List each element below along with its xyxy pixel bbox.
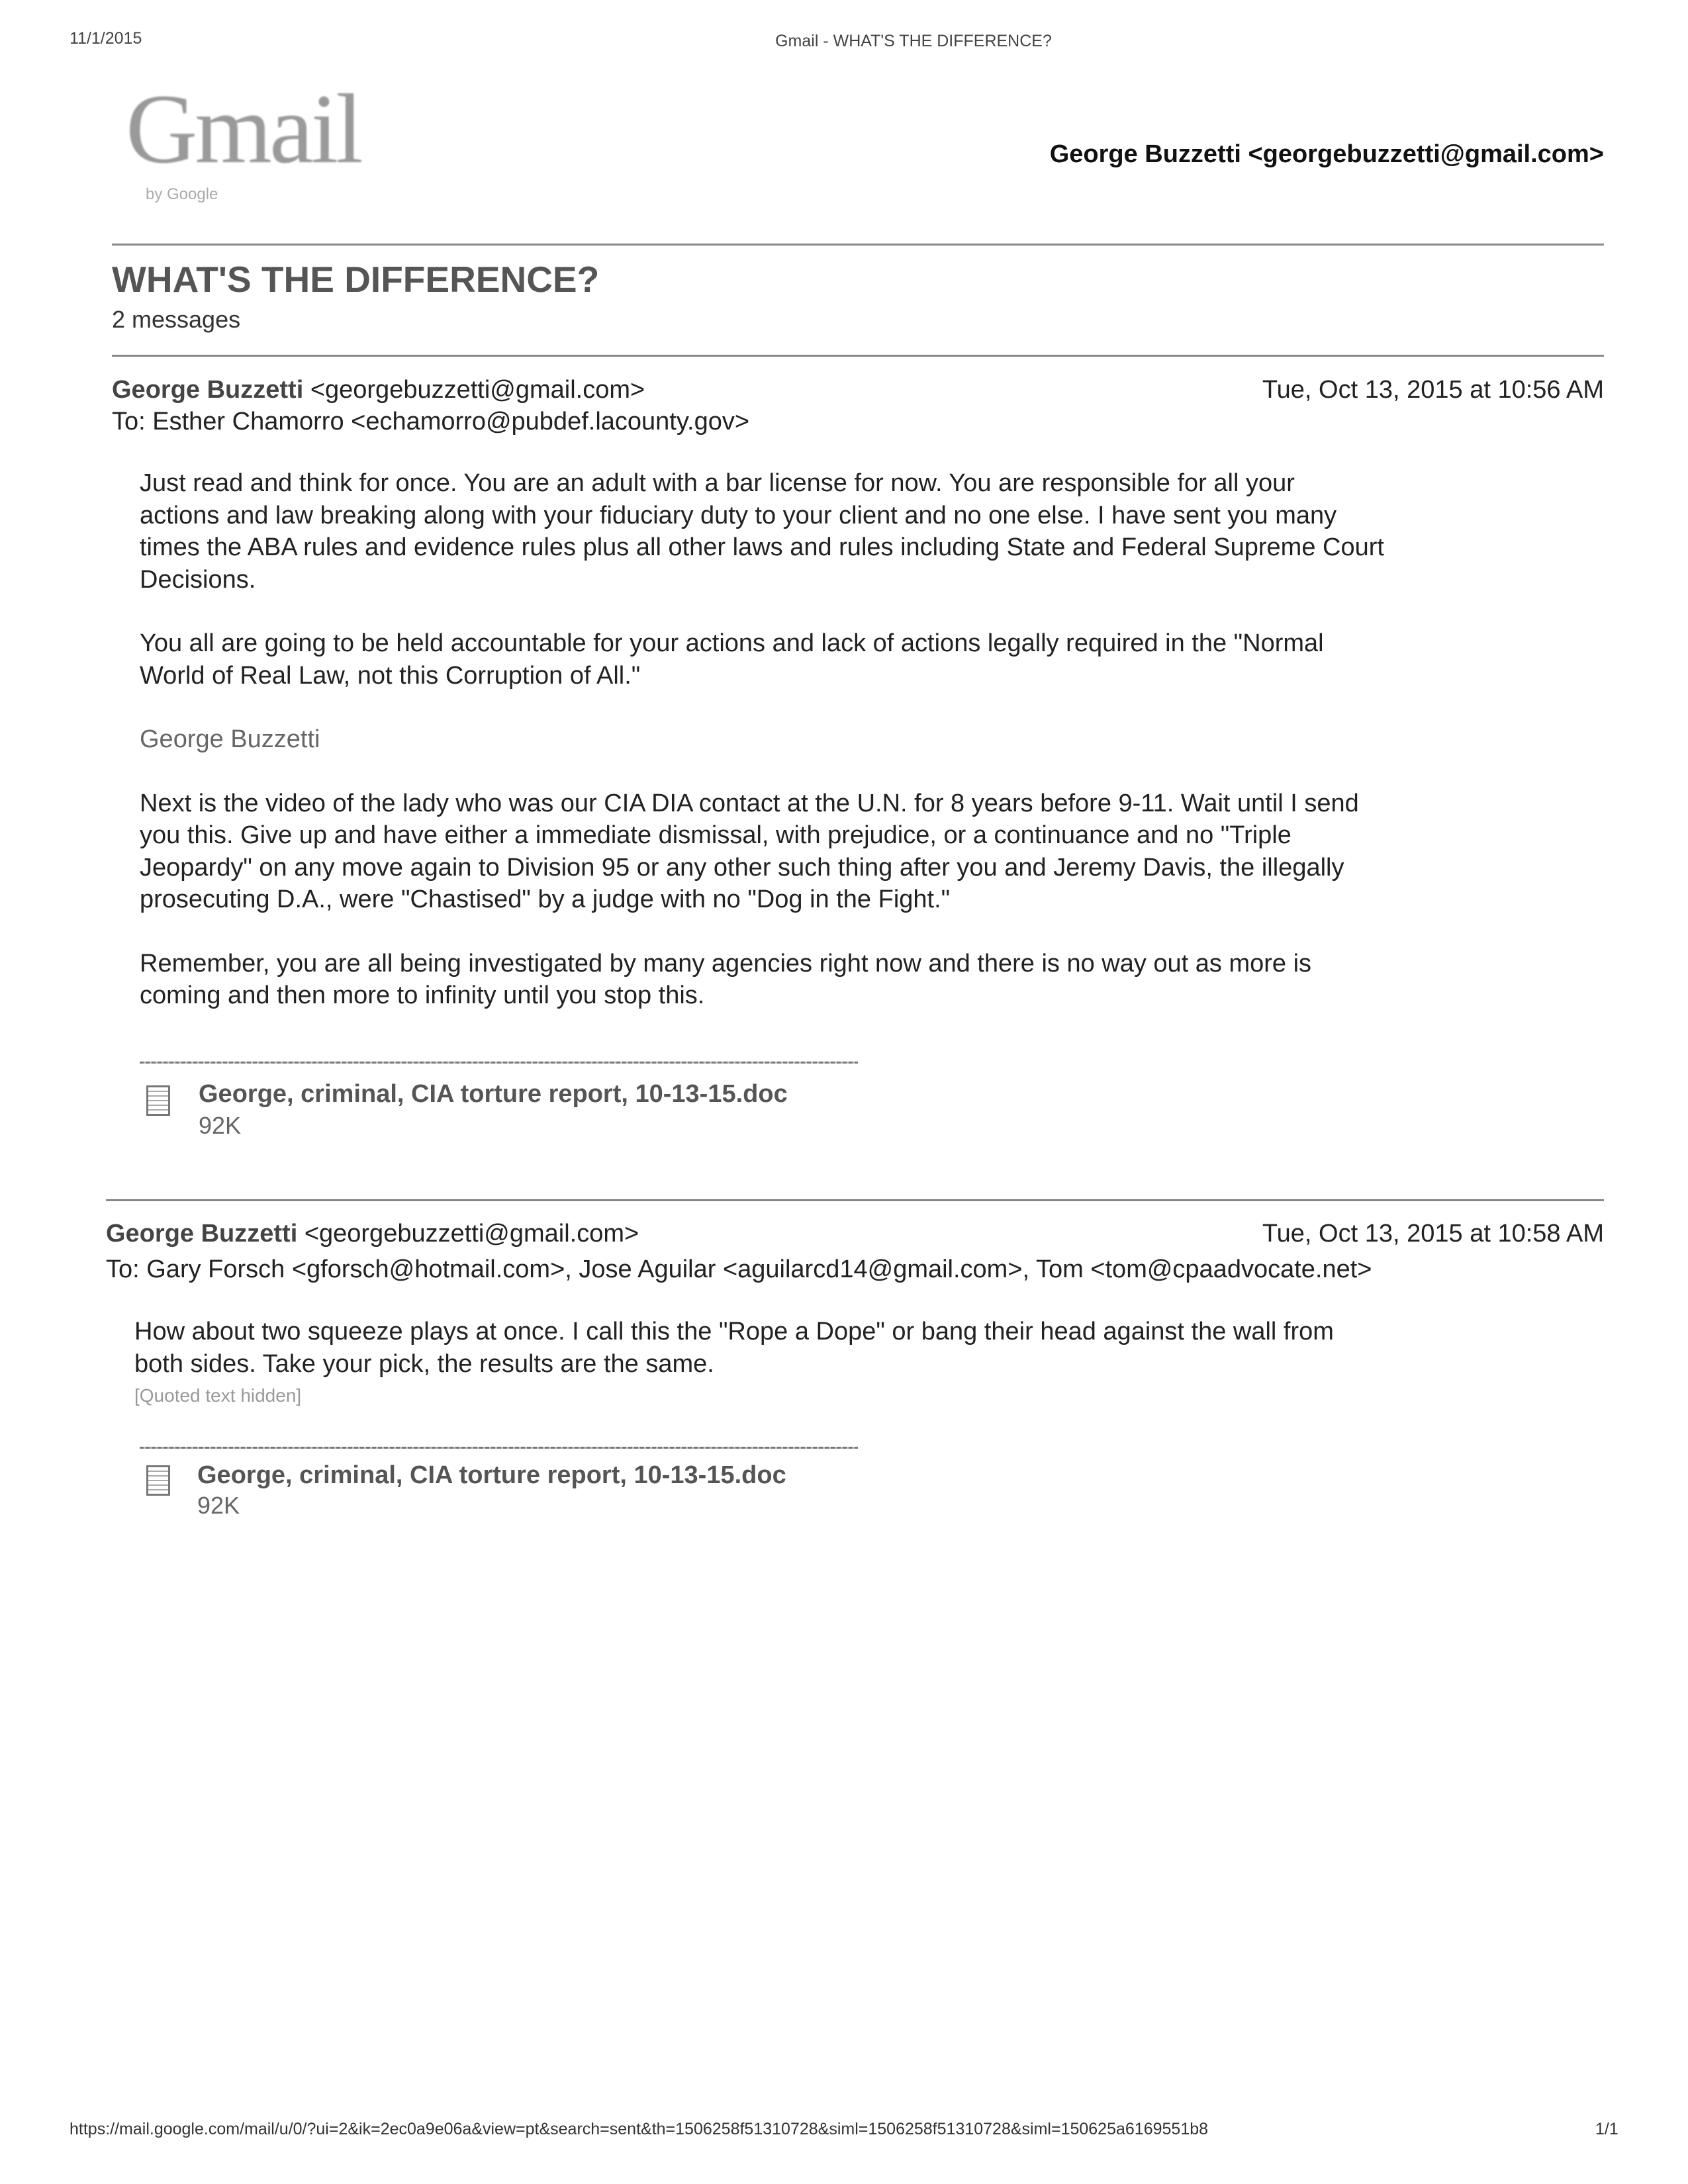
message-recipients: To: Esther Chamorro <echamorro@pubdef.lacounty.gov> bbox=[112, 408, 750, 435]
logo-text: Gmail bbox=[126, 74, 361, 184]
message-body bbox=[140, 467, 1384, 1044]
attachment-link[interactable]: George, criminal, CIA torture report, 10-13-15.doc bbox=[197, 1461, 786, 1489]
divider bbox=[112, 244, 1604, 246]
print-date: 11/1/2015 bbox=[70, 29, 142, 48]
message-sender bbox=[112, 376, 645, 404]
body-line: actions and law breaking along with your fiduciary duty to your client and no one else. I have sent you many bbox=[140, 501, 1337, 529]
paragraph bbox=[134, 1316, 1334, 1380]
logo-by-google: by Google bbox=[146, 185, 218, 203]
paragraph bbox=[140, 788, 1384, 916]
body-line: Decisions. bbox=[140, 565, 256, 594]
body-line: Next is the video of the lady who was our CIA DIA contact at the U.N. for 8 years before 9-11. Wait until I send bbox=[140, 789, 1359, 817]
print-title: Gmail - WHAT'S THE DIFFERENCE? bbox=[775, 32, 1052, 50]
paragraph bbox=[140, 627, 1384, 692]
paragraph bbox=[140, 467, 1384, 596]
message-date: Tue, Oct 13, 2015 at 10:56 AM bbox=[1262, 376, 1604, 404]
attachment-link[interactable]: George, criminal, CIA torture report, 10-13-15.doc bbox=[199, 1080, 788, 1108]
thread-subject: WHAT'S THE DIFFERENCE? bbox=[112, 259, 600, 300]
sender-name: George Buzzetti bbox=[112, 376, 304, 404]
quoted-text-toggle[interactable]: [Quoted text hidden] bbox=[134, 1385, 302, 1406]
sender-name: George Buzzetti bbox=[106, 1220, 298, 1248]
body-line: World of Real Law, not this Corruption of All." bbox=[140, 661, 641, 690]
body-line: prosecuting D.A., were "Chastised" by a judge with no "Dog in the Fight." bbox=[140, 886, 951, 913]
gmail-logo bbox=[126, 74, 404, 212]
divider bbox=[106, 1199, 1604, 1201]
body-line: George Buzzetti bbox=[140, 725, 320, 753]
body-line: How about two squeeze plays at once. I call this the "Rope a Dope" or bang their head against the wall from bbox=[134, 1318, 1334, 1345]
print-url: https://mail.google.com/mail/u/0/?ui=2&ik=2ec0a9e06a&view=pt&search=sent&th=1506258f51310728&siml=1506258f51310728&siml=150625a6169551b8 bbox=[70, 2120, 1209, 2138]
attachment-divider bbox=[140, 1447, 858, 1449]
body-line: times the ABA rules and evidence rules plus all other laws and rules including State and Federal Supreme Court bbox=[140, 533, 1384, 561]
page-number: 1/1 bbox=[1595, 2120, 1618, 2138]
message-sender bbox=[106, 1220, 639, 1248]
message-date: Tue, Oct 13, 2015 at 10:58 AM bbox=[1262, 1220, 1604, 1248]
attachment-size: 92K bbox=[199, 1112, 242, 1139]
message-count: 2 messages bbox=[112, 306, 241, 333]
body-line: Remember, you are all being investigated by many agencies right now and there is no way out as more is bbox=[140, 949, 1312, 978]
sender-email: <georgebuzzetti@gmail.com> bbox=[304, 1220, 639, 1248]
divider bbox=[112, 355, 1604, 357]
document-icon bbox=[146, 1465, 170, 1496]
body-line: both sides. Take your pick, the results are the same. bbox=[134, 1349, 714, 1378]
message-body bbox=[134, 1316, 1334, 1412]
body-line: You all are going to be held accountable for your actions and lack of actions legally required in the "Normal bbox=[140, 629, 1324, 657]
body-line: you this. Give up and have either a immediate dismissal, with prejudice, or a continuance and no "Triple bbox=[140, 821, 1291, 849]
attachment-size: 92K bbox=[197, 1492, 240, 1519]
account-label: George Buzzetti <georgebuzzetti@gmail.com> bbox=[1049, 140, 1604, 168]
sender-email: <georgebuzzetti@gmail.com> bbox=[310, 376, 645, 404]
document-icon bbox=[146, 1085, 170, 1116]
attachment-divider bbox=[140, 1062, 858, 1064]
paragraph bbox=[140, 948, 1384, 1012]
body-line: Just read and think for once. You are an adult with a bar license for now. You are responsible for all your bbox=[140, 469, 1295, 497]
body-line: coming and then more to infinity until you stop this. bbox=[140, 981, 705, 1009]
body-line: Jeopardy" on any move again to Division 95 or any other such thing after you and Jeremy Davis, the illegally bbox=[140, 853, 1344, 882]
message-recipients: To: Gary Forsch <gforsch@hotmail.com>, Jose Aguilar <aguilarcd14@gmail.com>, Tom <tom@cpaadvocate.net> bbox=[106, 1255, 1372, 1283]
signature bbox=[140, 723, 1384, 756]
